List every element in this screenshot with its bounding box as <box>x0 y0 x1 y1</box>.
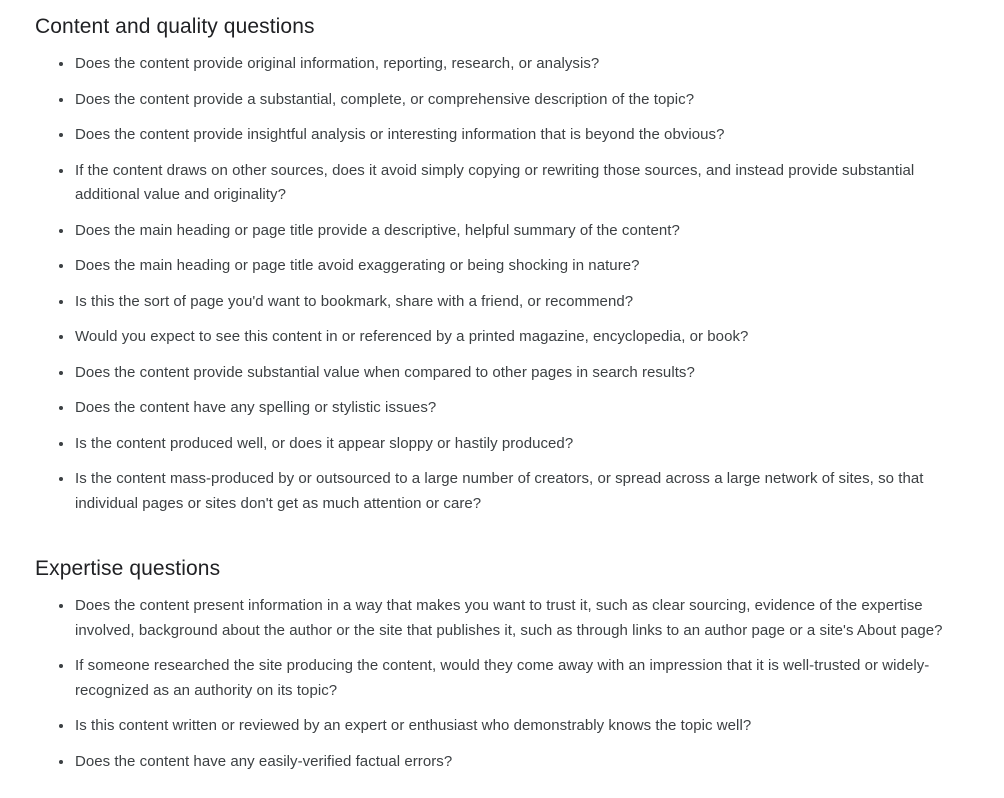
list-item <box>0 279 1004 315</box>
list-item <box>0 385 1004 421</box>
question-text: Is the content produced well, or does it appear sloppy or hastily produced? <box>75 434 574 452</box>
bullet-icon <box>59 123 65 148</box>
list-item <box>0 77 1004 113</box>
list-item <box>0 41 1004 77</box>
question-text: Does the content present information in a way that makes you want to trust it, such as clear sourcing, evidence of the expertise involved, background about the author or the site that publishes it, such as through links to an author page or a site's About page? <box>75 597 943 639</box>
list-item <box>0 208 1004 244</box>
list-item <box>0 583 1004 643</box>
bullet-icon <box>59 714 65 739</box>
list-item <box>0 350 1004 386</box>
bullet-icon <box>59 594 65 619</box>
question-text: Does the content have any spelling or stylistic issues? <box>75 399 437 416</box>
bullet-icon <box>59 325 65 350</box>
expertise-question-list <box>0 583 1004 774</box>
content-quality-question-list <box>0 41 1004 516</box>
list-item <box>0 148 1004 208</box>
list-item <box>0 643 1004 703</box>
question-text: Does the content have any easily-verified factual errors? <box>75 752 453 770</box>
bullet-icon <box>59 467 65 492</box>
question-text: If someone researched the site producing the content, would they come away with an impression that it is well-trusted or widely-recognized as an authority on its topic? <box>75 657 930 699</box>
list-item <box>0 456 1004 516</box>
question-text: Does the content provide a substantial, complete, or comprehensive description of the topic? <box>75 90 695 108</box>
list-item <box>0 314 1004 350</box>
bullet-icon <box>59 52 65 77</box>
list-item <box>0 739 1004 775</box>
question-text: Would you expect to see this content in or referenced by a printed magazine, encyclopedia, or book? <box>75 328 749 345</box>
list-item <box>0 703 1004 739</box>
question-text: Is this the sort of page you'd want to bookmark, share with a friend, or recommend? <box>75 292 634 310</box>
page-title: Content and quality questions <box>35 15 315 38</box>
bullet-icon <box>59 159 65 184</box>
bullet-icon <box>59 654 65 679</box>
bullet-icon <box>59 219 65 244</box>
bullet-icon <box>59 750 65 775</box>
question-text: Does the main heading or page title avoid exaggerating or being shocking in nature? <box>75 257 640 274</box>
section-title-expertise: Expertise questions <box>35 557 221 580</box>
bullet-icon <box>59 254 65 279</box>
bullet-icon <box>59 290 65 315</box>
question-text: Does the content provide insightful analysis or interesting information that is beyond the obvious? <box>75 126 725 143</box>
bullet-icon <box>59 432 65 457</box>
question-text: Does the content provide original information, reporting, research, or analysis? <box>75 55 600 72</box>
section-expertise <box>0 516 1004 774</box>
list-item <box>0 112 1004 148</box>
bullet-icon <box>59 396 65 421</box>
question-text: Is the content mass-produced by or outsourced to a large number of creators, or spread across a large network of sites, so that individual pages or sites don't get as much attention or care? <box>75 470 924 512</box>
list-item <box>0 421 1004 457</box>
question-text: Is this content written or reviewed by an expert or enthusiast who demonstrably knows the topic well? <box>75 717 752 734</box>
question-text: If the content draws on other sources, does it avoid simply copying or rewriting those sources, and instead provide substantial additional value and originality? <box>75 161 915 203</box>
bullet-icon <box>59 361 65 386</box>
bullet-icon <box>59 88 65 113</box>
question-text: Does the content provide substantial value when compared to other pages in search results? <box>75 363 695 381</box>
list-item <box>0 243 1004 279</box>
question-text: Does the main heading or page title provide a descriptive, helpful summary of the content? <box>75 221 680 239</box>
